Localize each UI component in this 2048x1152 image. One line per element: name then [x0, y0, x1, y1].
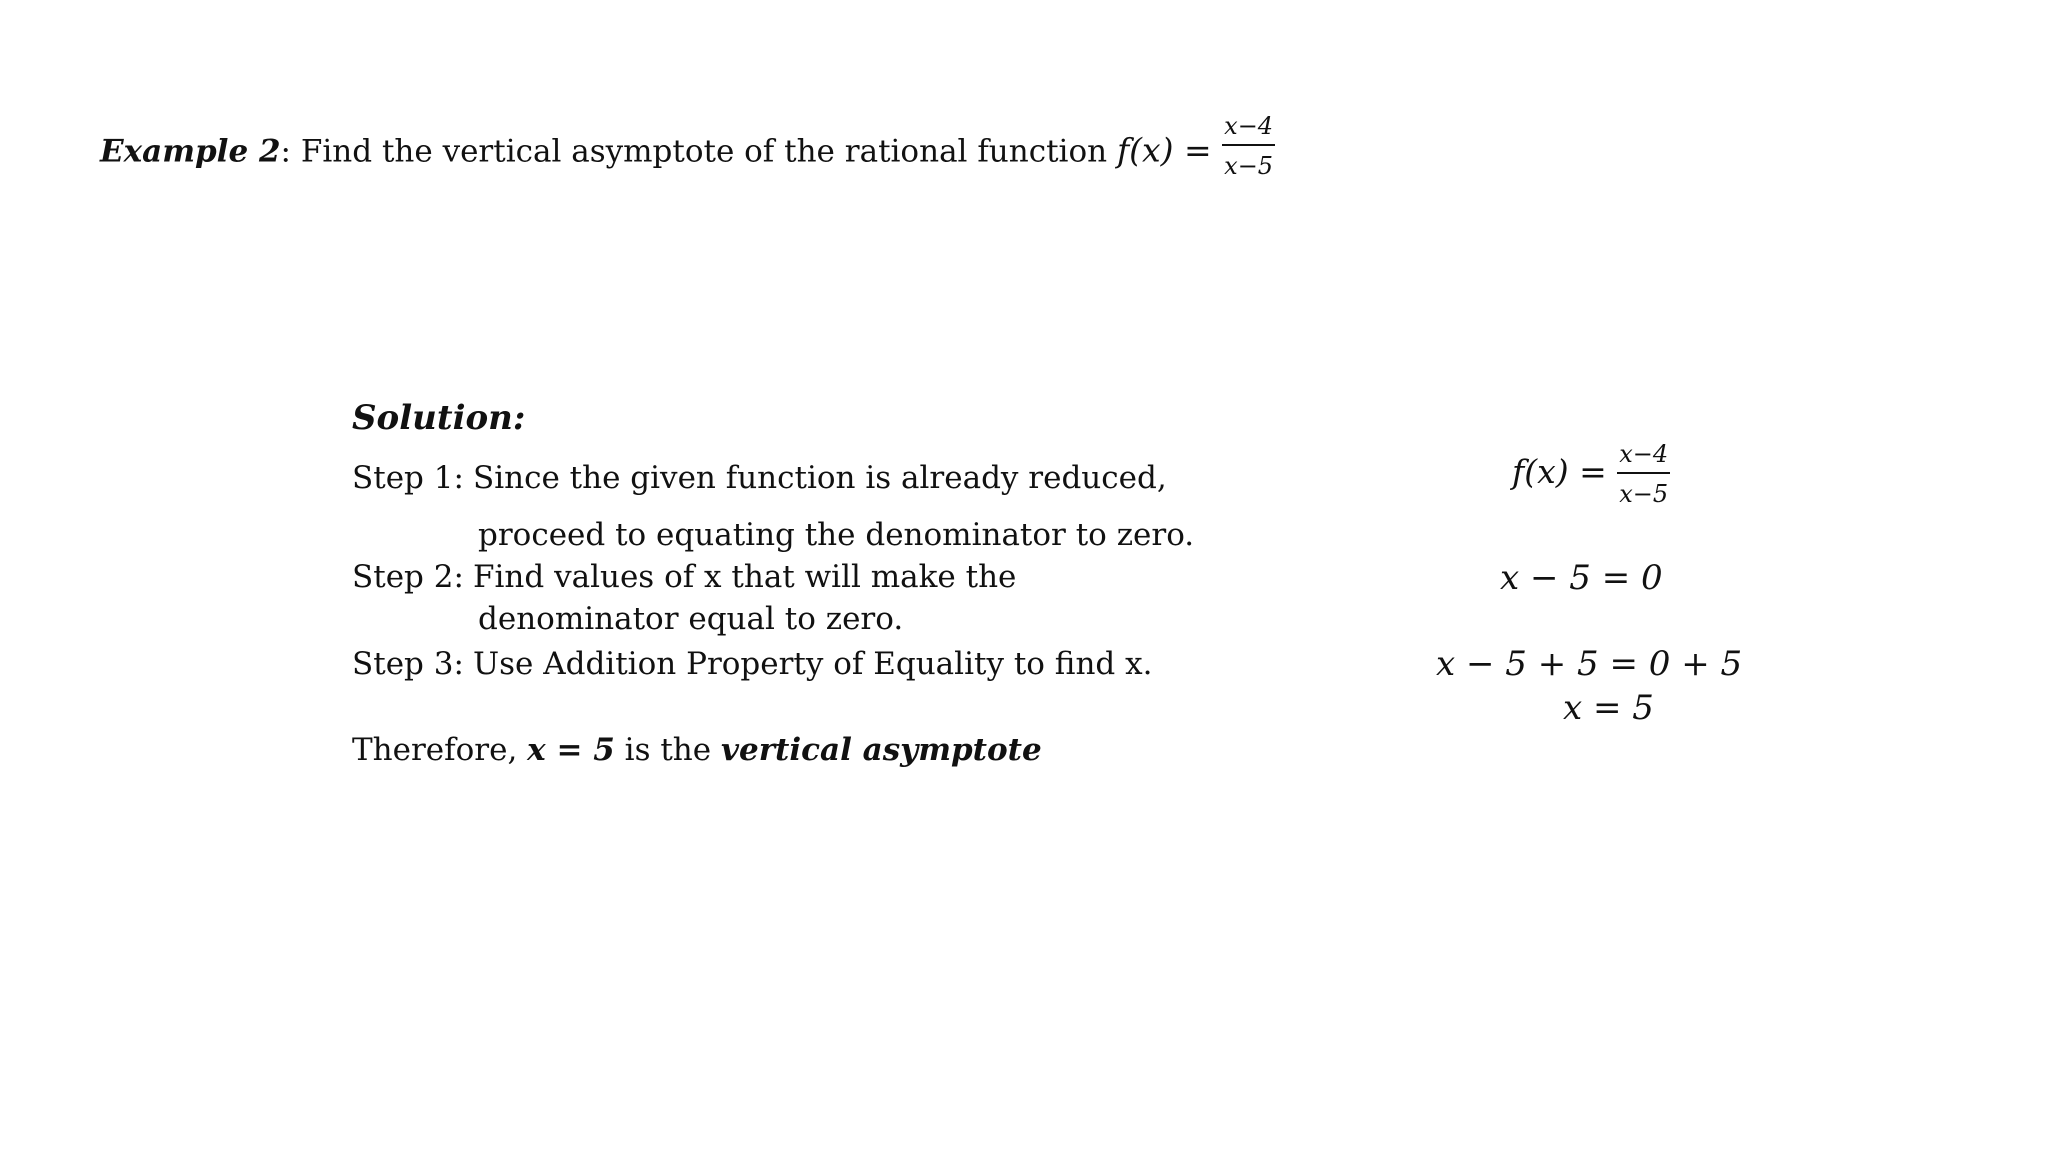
work-equation-result: x = 5: [1563, 688, 1654, 728]
conclusion-term: vertical asymptote: [720, 732, 1042, 768]
step-2-line-1: Find values of x that will make the: [473, 559, 1017, 595]
example-function-name: f(x): [1116, 130, 1174, 170]
work-denominator: x−5: [1619, 480, 1669, 508]
conclusion-answer: x = 5: [527, 732, 615, 768]
step-3-label: Step 3:: [352, 646, 464, 682]
conclusion-middle: is the: [614, 732, 721, 768]
conclusion-prefix: Therefore,: [352, 732, 528, 768]
work-function-equation: [1512, 442, 1670, 506]
work-function-name: f(x): [1512, 452, 1569, 491]
step-2-label: Step 2:: [352, 559, 464, 595]
work-equals: =: [1568, 452, 1618, 491]
example-colon: :: [280, 133, 291, 170]
solution-heading: Solution:: [352, 398, 526, 438]
work-fraction: [1617, 442, 1670, 506]
example-equals: =: [1173, 130, 1223, 170]
example-denominator: x−5: [1224, 152, 1274, 180]
work-equation-denominator-zero: x − 5 = 0: [1500, 558, 1663, 598]
step-3-line-1: Use Addition Property of Equality to find x.: [473, 646, 1153, 682]
work-equation-add-five: x − 5 + 5 = 0 + 5: [1436, 644, 1743, 684]
example-label: Example 2: [100, 133, 281, 170]
step-1-line-2: proceed to equating the denominator to zero.: [478, 517, 1195, 553]
conclusion: [352, 732, 1042, 768]
work-numerator: x−4: [1617, 442, 1670, 474]
example-numerator: x−4: [1222, 114, 1275, 146]
step-1-label: Step 1:: [352, 460, 464, 496]
example-fraction: [1222, 114, 1275, 178]
step-2-line-2: denominator equal to zero.: [478, 601, 904, 637]
step-1-line-1: Since the given function is already reduced,: [473, 460, 1167, 496]
example-statement: [100, 112, 1275, 180]
example-text: Find the vertical asymptote of the rational function: [291, 133, 1117, 170]
